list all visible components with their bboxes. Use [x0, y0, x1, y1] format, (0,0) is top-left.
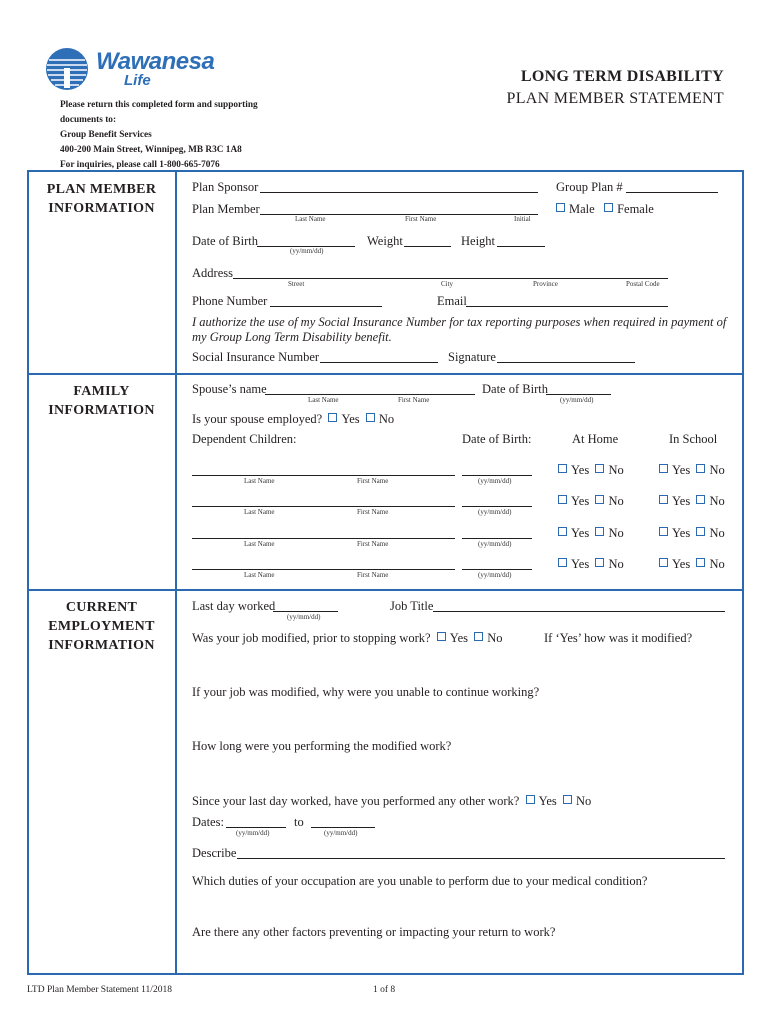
- describe-field[interactable]: [237, 858, 725, 859]
- group-plan-field[interactable]: [626, 192, 718, 193]
- at-home-header: At Home: [572, 432, 619, 446]
- yes-checkbox[interactable]: Yes: [328, 412, 359, 426]
- no-checkbox[interactable]: No: [474, 631, 502, 645]
- yes-checkbox[interactable]: Yes: [558, 557, 589, 571]
- no-checkbox[interactable]: No: [595, 526, 623, 540]
- dates-to-field[interactable]: [311, 827, 375, 828]
- in-school-options: [659, 463, 725, 478]
- dependent-name-field[interactable]: [192, 475, 455, 476]
- dependents-label: Dependent Children:: [192, 432, 297, 446]
- height-label: Height: [461, 234, 496, 248]
- sin-field[interactable]: [320, 362, 438, 363]
- hint: Initial: [514, 215, 531, 223]
- dates-from-field[interactable]: [226, 827, 286, 828]
- hint: Province: [533, 280, 558, 288]
- dependent-name-field[interactable]: [192, 506, 455, 507]
- at-home-options: [558, 463, 624, 478]
- factors-question: Are there any other factors preventing or impacting your return to work?: [192, 925, 556, 939]
- brand-name: Wawanesa: [96, 48, 215, 75]
- email-field[interactable]: [466, 306, 668, 307]
- hint: Last Name: [244, 540, 275, 548]
- to-label: to: [294, 815, 304, 829]
- phone-label: Phone Number: [192, 294, 268, 308]
- dates-label: Dates:: [192, 815, 224, 829]
- authorization-text: my Group Long Term Disability benefit.: [192, 330, 392, 344]
- hint: (yy/mm/dd): [324, 829, 358, 837]
- divider: [27, 373, 744, 375]
- how-long-question: How long were you performing the modified work?: [192, 739, 452, 753]
- dependent-name-field[interactable]: [192, 538, 455, 539]
- signature-label: Signature: [448, 350, 496, 364]
- hint: Last Name: [308, 396, 339, 404]
- hint: Last Name: [244, 571, 275, 579]
- hint: First Name: [357, 540, 389, 548]
- dependent-name-field[interactable]: [192, 569, 455, 570]
- dependent-dob-field[interactable]: [462, 506, 532, 507]
- hint: Last Name: [244, 508, 275, 516]
- hint: (yy/mm/dd): [560, 396, 594, 404]
- in-school-options: [659, 557, 725, 572]
- hint: (yy/mm/dd): [236, 829, 270, 837]
- hint: (yy/mm/dd): [290, 247, 324, 255]
- dependent-dob-field[interactable]: [462, 475, 532, 476]
- no-checkbox[interactable]: No: [696, 494, 724, 508]
- hint: Postal Code: [626, 280, 660, 288]
- weight-field[interactable]: [404, 246, 451, 247]
- in-school-options: [659, 526, 725, 541]
- hint: First Name: [357, 571, 389, 579]
- email-label: Email: [437, 294, 467, 308]
- no-checkbox[interactable]: No: [696, 526, 724, 540]
- yes-checkbox[interactable]: Yes: [558, 494, 589, 508]
- address-field[interactable]: [233, 278, 668, 279]
- hint: First Name: [357, 508, 389, 516]
- section-family: FAMILY INFORMATION: [48, 384, 155, 418]
- yes-checkbox[interactable]: Yes: [659, 463, 690, 477]
- yes-checkbox[interactable]: Yes: [659, 494, 690, 508]
- if-yes-label: If ‘Yes’ how was it modified?: [544, 631, 693, 645]
- height-field[interactable]: [497, 246, 545, 247]
- hint: (yy/mm/dd): [478, 477, 512, 485]
- section-employment: CURRENT EMPLOYMENT INFORMATION: [48, 600, 155, 653]
- at-home-options: [558, 557, 624, 572]
- job-modified: Was your job modified, prior to stopping work? Yes No: [192, 631, 503, 645]
- describe-label: Describe: [192, 846, 237, 860]
- female-checkbox[interactable]: Female: [604, 202, 654, 216]
- dependent-dob-label: Date of Birth:: [462, 432, 532, 446]
- job-title-label: Job Title: [390, 599, 434, 613]
- gender-options: [556, 202, 654, 217]
- phone-field[interactable]: [270, 306, 382, 307]
- dependent-dob-field[interactable]: [462, 569, 532, 570]
- yes-checkbox[interactable]: Yes: [659, 557, 690, 571]
- at-home-options: [558, 526, 624, 541]
- hint: Street: [288, 280, 305, 288]
- yes-checkbox[interactable]: Yes: [437, 631, 468, 645]
- divider: [27, 589, 744, 591]
- no-checkbox[interactable]: No: [595, 463, 623, 477]
- group-plan-label: Group Plan #: [556, 180, 623, 194]
- spouse-field[interactable]: [265, 394, 475, 395]
- plan-member-label: Plan Member: [192, 202, 260, 216]
- no-checkbox[interactable]: No: [696, 557, 724, 571]
- return-info: Please return this completed form and supporting documents to: Group Benefit Services 400-200 Main Street, Winnipeg, MB R3C 1A8 For inquiries, please call 1-800-665-7076: [60, 100, 258, 170]
- hint: (yy/mm/dd): [478, 508, 512, 516]
- duties-question: Which duties of your occupation are you unable to perform due to your medical condition?: [192, 874, 648, 888]
- signature-field[interactable]: [497, 362, 635, 363]
- form-subtitle: PLAN MEMBER STATEMENT: [506, 90, 724, 107]
- hint: (yy/mm/dd): [478, 540, 512, 548]
- no-checkbox[interactable]: No: [595, 557, 623, 571]
- section-plan-member: PLAN MEMBER INFORMATION: [46, 182, 157, 216]
- brand-sub: Life: [124, 72, 151, 89]
- at-home-options: [558, 494, 624, 509]
- last-day-field[interactable]: [273, 611, 338, 612]
- divider: [175, 170, 177, 975]
- in-school-options: [659, 494, 725, 509]
- last-day-label: Last day worked: [192, 599, 276, 613]
- hint: Last Name: [244, 477, 275, 485]
- spouse-employed: Is your spouse employed? Yes No: [192, 412, 395, 426]
- yes-checkbox[interactable]: Yes: [558, 463, 589, 477]
- no-checkbox[interactable]: No: [595, 494, 623, 508]
- male-checkbox[interactable]: Male: [556, 202, 595, 216]
- why-question: If your job was modified, why were you unable to continue working?: [192, 685, 540, 699]
- footer-form-id: LTD Plan Member Statement 11/2018: [27, 985, 172, 995]
- plan-sponsor-field[interactable]: [260, 192, 538, 193]
- job-title-field[interactable]: [433, 611, 725, 612]
- dependent-dob-field[interactable]: [462, 538, 532, 539]
- no-checkbox[interactable]: No: [366, 412, 394, 426]
- hint: (yy/mm/dd): [287, 613, 321, 621]
- sin-label: Social Insurance Number: [192, 350, 320, 364]
- yes-checkbox[interactable]: Yes: [526, 794, 557, 808]
- hint: First Name: [398, 396, 430, 404]
- authorization-text: I authorize the use of my Social Insurance Number for tax reporting purposes when required in payment of: [192, 315, 727, 329]
- no-checkbox[interactable]: No: [563, 794, 591, 808]
- hint: (yy/mm/dd): [478, 571, 512, 579]
- hint: First Name: [405, 215, 437, 223]
- plan-sponsor-label: Plan Sponsor: [192, 180, 259, 194]
- spouse-dob-label: Date of Birth: [482, 382, 548, 396]
- yes-checkbox[interactable]: Yes: [659, 526, 690, 540]
- spouse-label: Spouse’s name: [192, 382, 267, 396]
- wawanesa-life-logo: [44, 44, 224, 94]
- weight-label: Weight: [367, 234, 403, 248]
- yes-checkbox[interactable]: Yes: [558, 526, 589, 540]
- dob-label: Date of Birth: [192, 234, 258, 248]
- form-title: LONG TERM DISABILITY: [520, 68, 724, 85]
- hint: First Name: [357, 477, 389, 485]
- tree-logo-icon: [44, 46, 90, 92]
- address-label: Address: [192, 266, 233, 280]
- no-checkbox[interactable]: No: [696, 463, 724, 477]
- hint: City: [441, 280, 454, 288]
- in-school-header: In School: [669, 432, 718, 446]
- page-number: 1 of 8: [373, 985, 396, 995]
- spouse-dob-field[interactable]: [546, 394, 611, 395]
- other-work: Since your last day worked, have you performed any other work? Yes No: [192, 794, 592, 808]
- hint: Last Name: [295, 215, 326, 223]
